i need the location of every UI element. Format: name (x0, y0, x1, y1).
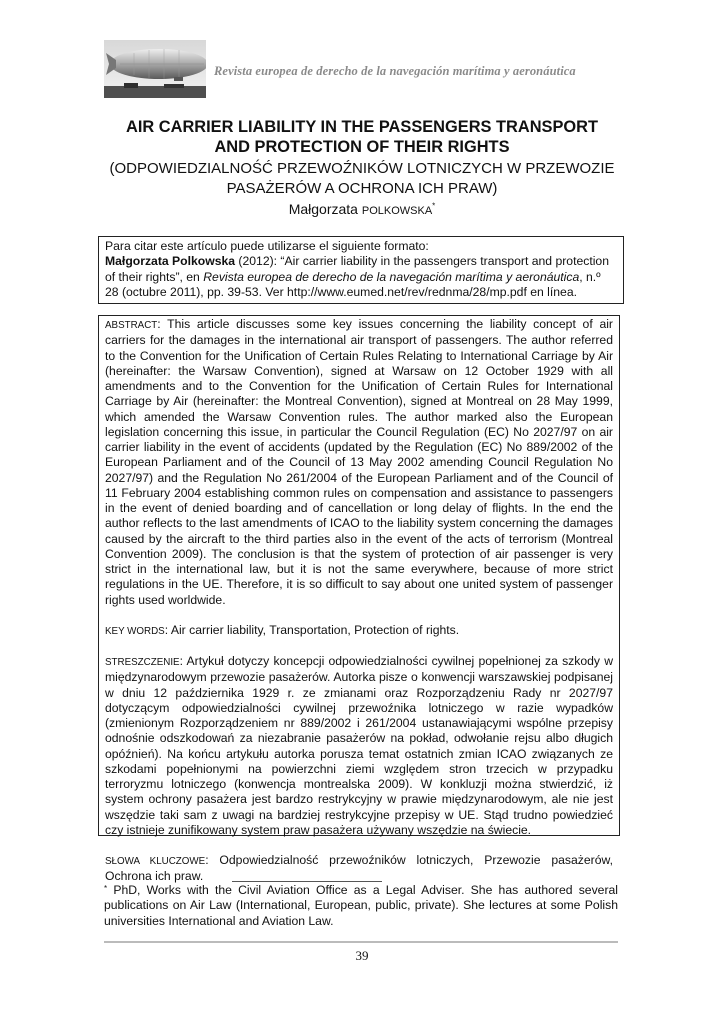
citation-journal: Revista europea de derecho de la navegación marítima y aeronáutica (203, 269, 580, 284)
citation-author: Małgorzata Polkowska (105, 254, 236, 269)
keywords-paragraph: KEY WORDS: Air carrier liability, Transportation, Protection of rights. (105, 622, 460, 637)
subtitle-line: PASAŻERÓW A OCHRONA ICH PRAW) (226, 180, 498, 197)
keywords-text: Air carrier liability, Transportation, Protection of rights. (170, 622, 460, 637)
subtitle-line: (ODPOWIEDZIALNOŚĆ PRZEWOŹNIKÓW LOTNICZYCH W PRZEWOZIE (109, 160, 615, 177)
streszczenie-label: STRESZCZENIE (105, 657, 180, 668)
footnote (104, 883, 618, 929)
footnote-mark: * (104, 884, 108, 893)
title-line: AND PROTECTION OF THEIR RIGHTS (214, 138, 510, 156)
slowa-text: Odpowiedzialność przewoźników lotniczych, Przewozie pasażerów, Ochrona ich praw. (105, 853, 613, 884)
slowa-paragraph: SŁOWA KLUCZOWE: Odpowiedzialność przewoźników lotniczych, Przewozie pasażerów, Ochrona ich praw. (105, 853, 613, 884)
author-last-name: POLKOWSKA (361, 205, 433, 217)
zeppelin-logo (104, 40, 206, 98)
citation-box (98, 236, 624, 304)
footnote-divider (232, 881, 382, 882)
citation-part2: , n.º 28 (octubre 2011), pp. 39-53. Ver http://www.eumed.net/rev/rednma/28/mp.pdf en línea. (105, 269, 601, 299)
keywords-label: KEY WORDS (105, 625, 165, 637)
citation-part1: (2012): “Air carrier liability in the passengers transport and protection of their rights”, en (105, 254, 609, 284)
article-title (100, 117, 624, 157)
citation-intro: Para citar este artículo puede utilizarse el siguiente formato: (105, 239, 429, 253)
page-number: 39 (355, 948, 369, 963)
abstract-label: ABSTRACT (105, 320, 158, 331)
streszczenie-paragraph: STRESZCZENIE: Artykuł dotyczy koncepcji odpowiedzialności cywilnej popełnionej za szkody w międzynarodowym przewozie pasażerów. Autorka pisze o konwencji warszawskiej podpisanej w dniu 12 października 1929 r. ze zmianami oraz Rozporządzeniu Rady nr 2027/97 dotyczącym odpowiedzialności cywilnej przewoźnika lotniczego w razie wypadków (zmienionym Rozporządzeniem nr 889/2002 i 261/2004 ustanawiającymi wspólne przepisy odnośnie odszkodowań za niezabranie pasażerów na pokład, odwołanie rejsu albo długich opóźnień). Na końcu artykułu autorka porusza temat ostatnich zmian ICAO związanych ze szkodami popełnionymi na powierzchni ziemi względem stron trzecich w przypadku terroryzmu lotniczego (konwencja montrealska 2009). W konkluzji można stwierdzić, iż system ochrony pasażera jest bardzo restrykcyjny w prawie międzynarodowym, ale nie jest wszędzie taki sam z uwagi na bardziej restrykcyjne przepisy w UE. Stąd trudno powiedzieć czy istnieje zunifikowany system praw pasażera używany wszędzie na świecie. (105, 654, 613, 837)
author-footnote-mark: * (432, 201, 436, 211)
citation-text (105, 254, 617, 300)
journal-name: Revista europea de derecho de la navegación marítima y aeronáutica (214, 64, 576, 78)
abstract-text: This article discusses some key issues concerning the liability concept of air carriers for the damages in the international air transport of passengers. The author referred to the Convention for the Unification of Certain Rules Relating to International Carriage by Air (hereinafter: the Warsaw Convention), signed at Warsaw on 12 October 1929 with all amendments and to the Convention for the Unification of Certain Rules for International Carriage by Air (hereinafter: the Montreal Convention), signed at Montreal on 28 May 1999, which amended the Warsaw Convention rules. The author marked also the European legislation concerning this issue, in particular the Council Regulation (EC) No 2027/97 on air carrier liability in the event of accidents (updated by the Regulation (EC) No 889/2002 of the European Parliament and of the Council of 13 May 2002 amending Council Regulation No 2027/97) and the Regulation No 261/2004 of the European Parliament and of the Council of 11 February 2004 establishing common rules on compensation and assistance to passengers in the event of denied boarding and of cancellation or long delay of flights. In the end the author reflects to the last amendments of ICAO to the liability system concerning the damages caused by the aircraft to the third parties also in the event of the acts of terrorism (Montreal Convention 2009). The conclusion is that the system of protection of air passenger is very strict in the international law, but it is not the same everywhere, because of more strict regulations in the UE. Therefore, it is so difficult to say about one united system of passenger rights used worldwide. (105, 317, 613, 607)
streszczenie-text: Artykuł dotyczy koncepcji odpowiedzialności cywilnej popełnionej za szkody w międzynarodowym przewozie pasażerów. Autorka pisze o konwencji warszawskiej podpisanej w dniu 12 października 1929 r. ze zmianami oraz Rozporządzeniu Rady nr 2027/97 dotyczącym odpowiedzialności cywilnej przewoźnika lotniczego w razie wypadków (zmienionym Rozporządzeniem nr 889/2002 i 261/2004 ustanawiającymi wspólne przepisy odnośnie odszkodowań za niezabranie pasażerów na pokład, odwołanie rejsu albo długich opóźnień). Na końcu artykułu autorka porusza temat ostatnich zmian ICAO związanych ze szkodami popełnionymi na powierzchni ziemi względem stron trzecich w przypadku terroryzmu lotniczego (konwencja montrealska 2009). W konkluzji można stwierdzić, iż system ochrony pasażera jest bardzo restrykcyjny w prawie międzynarodowym, ale nie jest wszędzie taki sam z uwagi na bardziej restrykcyjne przepisy w UE. Stąd trudno powiedzieć czy istnieje zunifikowany system praw pasażera używany wszędzie na świecie. (105, 654, 613, 837)
page-footer-rule (104, 941, 618, 943)
journal-header (104, 40, 624, 100)
author-first-name: Małgorzata (288, 201, 358, 217)
abstract-paragraph: ABSTRACT: This article discusses some key issues concerning the liability concept of air carriers for the damages in the international air transport of passengers. The author referred to the Convention for the Unification of Certain Rules Relating to International Carriage by Air (hereinafter: the Warsaw Convention), signed at Warsaw on 12 October 1929 with all amendments and to the Convention for the Unification of Certain Rules for International Carriage by Air (hereinafter: the Montreal Convention), signed at Montreal on 28 May 1999, which amended the Warsaw Convention rules. The author marked also the European legislation concerning this issue, in particular the Council Regulation (EC) No 2027/97 on air carrier liability in the event of accidents (updated by the Regulation (EC) No 889/2002 of the European Parliament and of the Council of 13 May 2002 amending Council Regulation No 2027/97) and the Regulation No 261/2004 of the European Parliament and of the Council of 11 February 2004 establishing common rules on compensation and assistance to passengers in the event of denied boarding and of cancellation or long delay of flights. In the end the author reflects to the last amendments of ICAO to the liability system concerning the damages caused by the aircraft to the third parties also in the event of the acts of terrorism (Montreal Convention 2009). The conclusion is that the system of protection of air passenger is very strict in the international law, but it is not the same everywhere, because of more strict regulations in the UE. Therefore, it is so difficult to say about one united system of passenger rights used worldwide. (105, 317, 613, 607)
article-subtitle (100, 159, 624, 199)
slowa-label: SŁOWA KLUCZOWE (105, 856, 206, 867)
abstract-box (98, 315, 620, 884)
title-line: AIR CARRIER LIABILITY IN THE PASSENGERS TRANSPORT (125, 118, 599, 136)
footnote-text: PhD, Works with the Civil Aviation Office as a Legal Adviser. She has authored several publications on Air Law (International, European, public, private). She lectures at some Polish universities International and Aviation Law. (104, 883, 618, 928)
author-name (100, 201, 624, 217)
